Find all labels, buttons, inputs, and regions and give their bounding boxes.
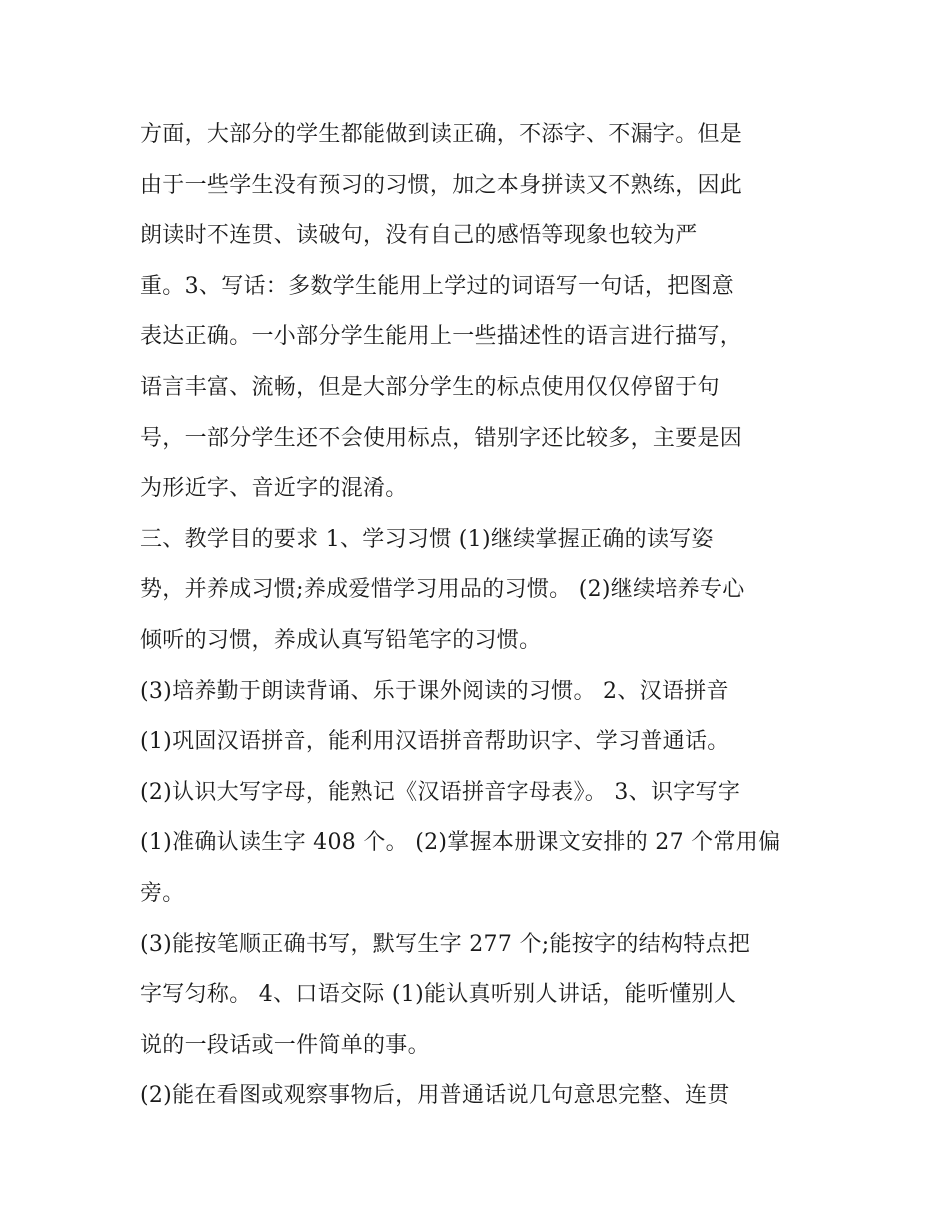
- text-line: 势，并养成习惯;养成爱惜学习用品的习惯。 (2)继续培养专心: [140, 577, 745, 603]
- text-line: 倾听的习惯，养成认真写铅笔字的习惯。: [140, 627, 542, 653]
- text-line: 旁。: [140, 880, 185, 906]
- text-line: 表达正确。一小部分学生能用上一些描述性的语言进行描写，: [140, 324, 743, 350]
- text-line: (1)准确认读生字 408 个。 (2)掌握本册课文安排的 27 个常用偏: [140, 830, 781, 856]
- text-line: 重。3、写话：多数学生能用上学过的词语写一句话，把图意: [140, 273, 735, 299]
- text-line: (2)认识大写字母，能熟记《汉语拼音字母表》。 3、识字写字: [140, 779, 741, 805]
- text-line: 号，一部分学生还不会使用标点，错别字还比较多，主要是因: [140, 425, 743, 451]
- text-line: 字写匀称。 4、口语交际 (1)能认真听别人讲话，能听懂别人: [140, 982, 737, 1008]
- body-text: [140, 110, 830, 1122]
- text-line: (1)巩固汉语拼音，能利用汉语拼音帮助识字、学习普通话。: [140, 729, 730, 755]
- text-line: 三、教学目的要求 1、学习习惯 (1)继续掌握正确的读写姿: [140, 526, 714, 552]
- text-line: 方面，大部分的学生都能做到读正确，不添字、不漏字。但是: [140, 122, 743, 147]
- text-line: 朗读时不连贯、读破句，没有自己的感悟等现象也较为严: [140, 223, 698, 249]
- text-line: 由于一些学生没有预习的习惯，加之本身拼读又不熟练，因此: [140, 172, 743, 198]
- text-line: 说的一段话或一件简单的事。: [140, 1032, 430, 1058]
- text-line: (3)培养勤于朗读背诵、乐于课外阅读的习惯。 2、汉语拼音: [140, 678, 729, 704]
- text-line: 语言丰富、流畅，但是大部分学生的标点使用仅仅停留于句: [140, 374, 720, 400]
- text-line: (3)能按笔顺正确书写，默写生字 277 个;能按字的结构特点把: [140, 931, 751, 957]
- text-line: 为形近字、音近字的混淆。: [140, 476, 408, 502]
- text-line: (2)能在看图或观察事物后，用普通话说几句意思完整、连贯: [140, 1083, 730, 1109]
